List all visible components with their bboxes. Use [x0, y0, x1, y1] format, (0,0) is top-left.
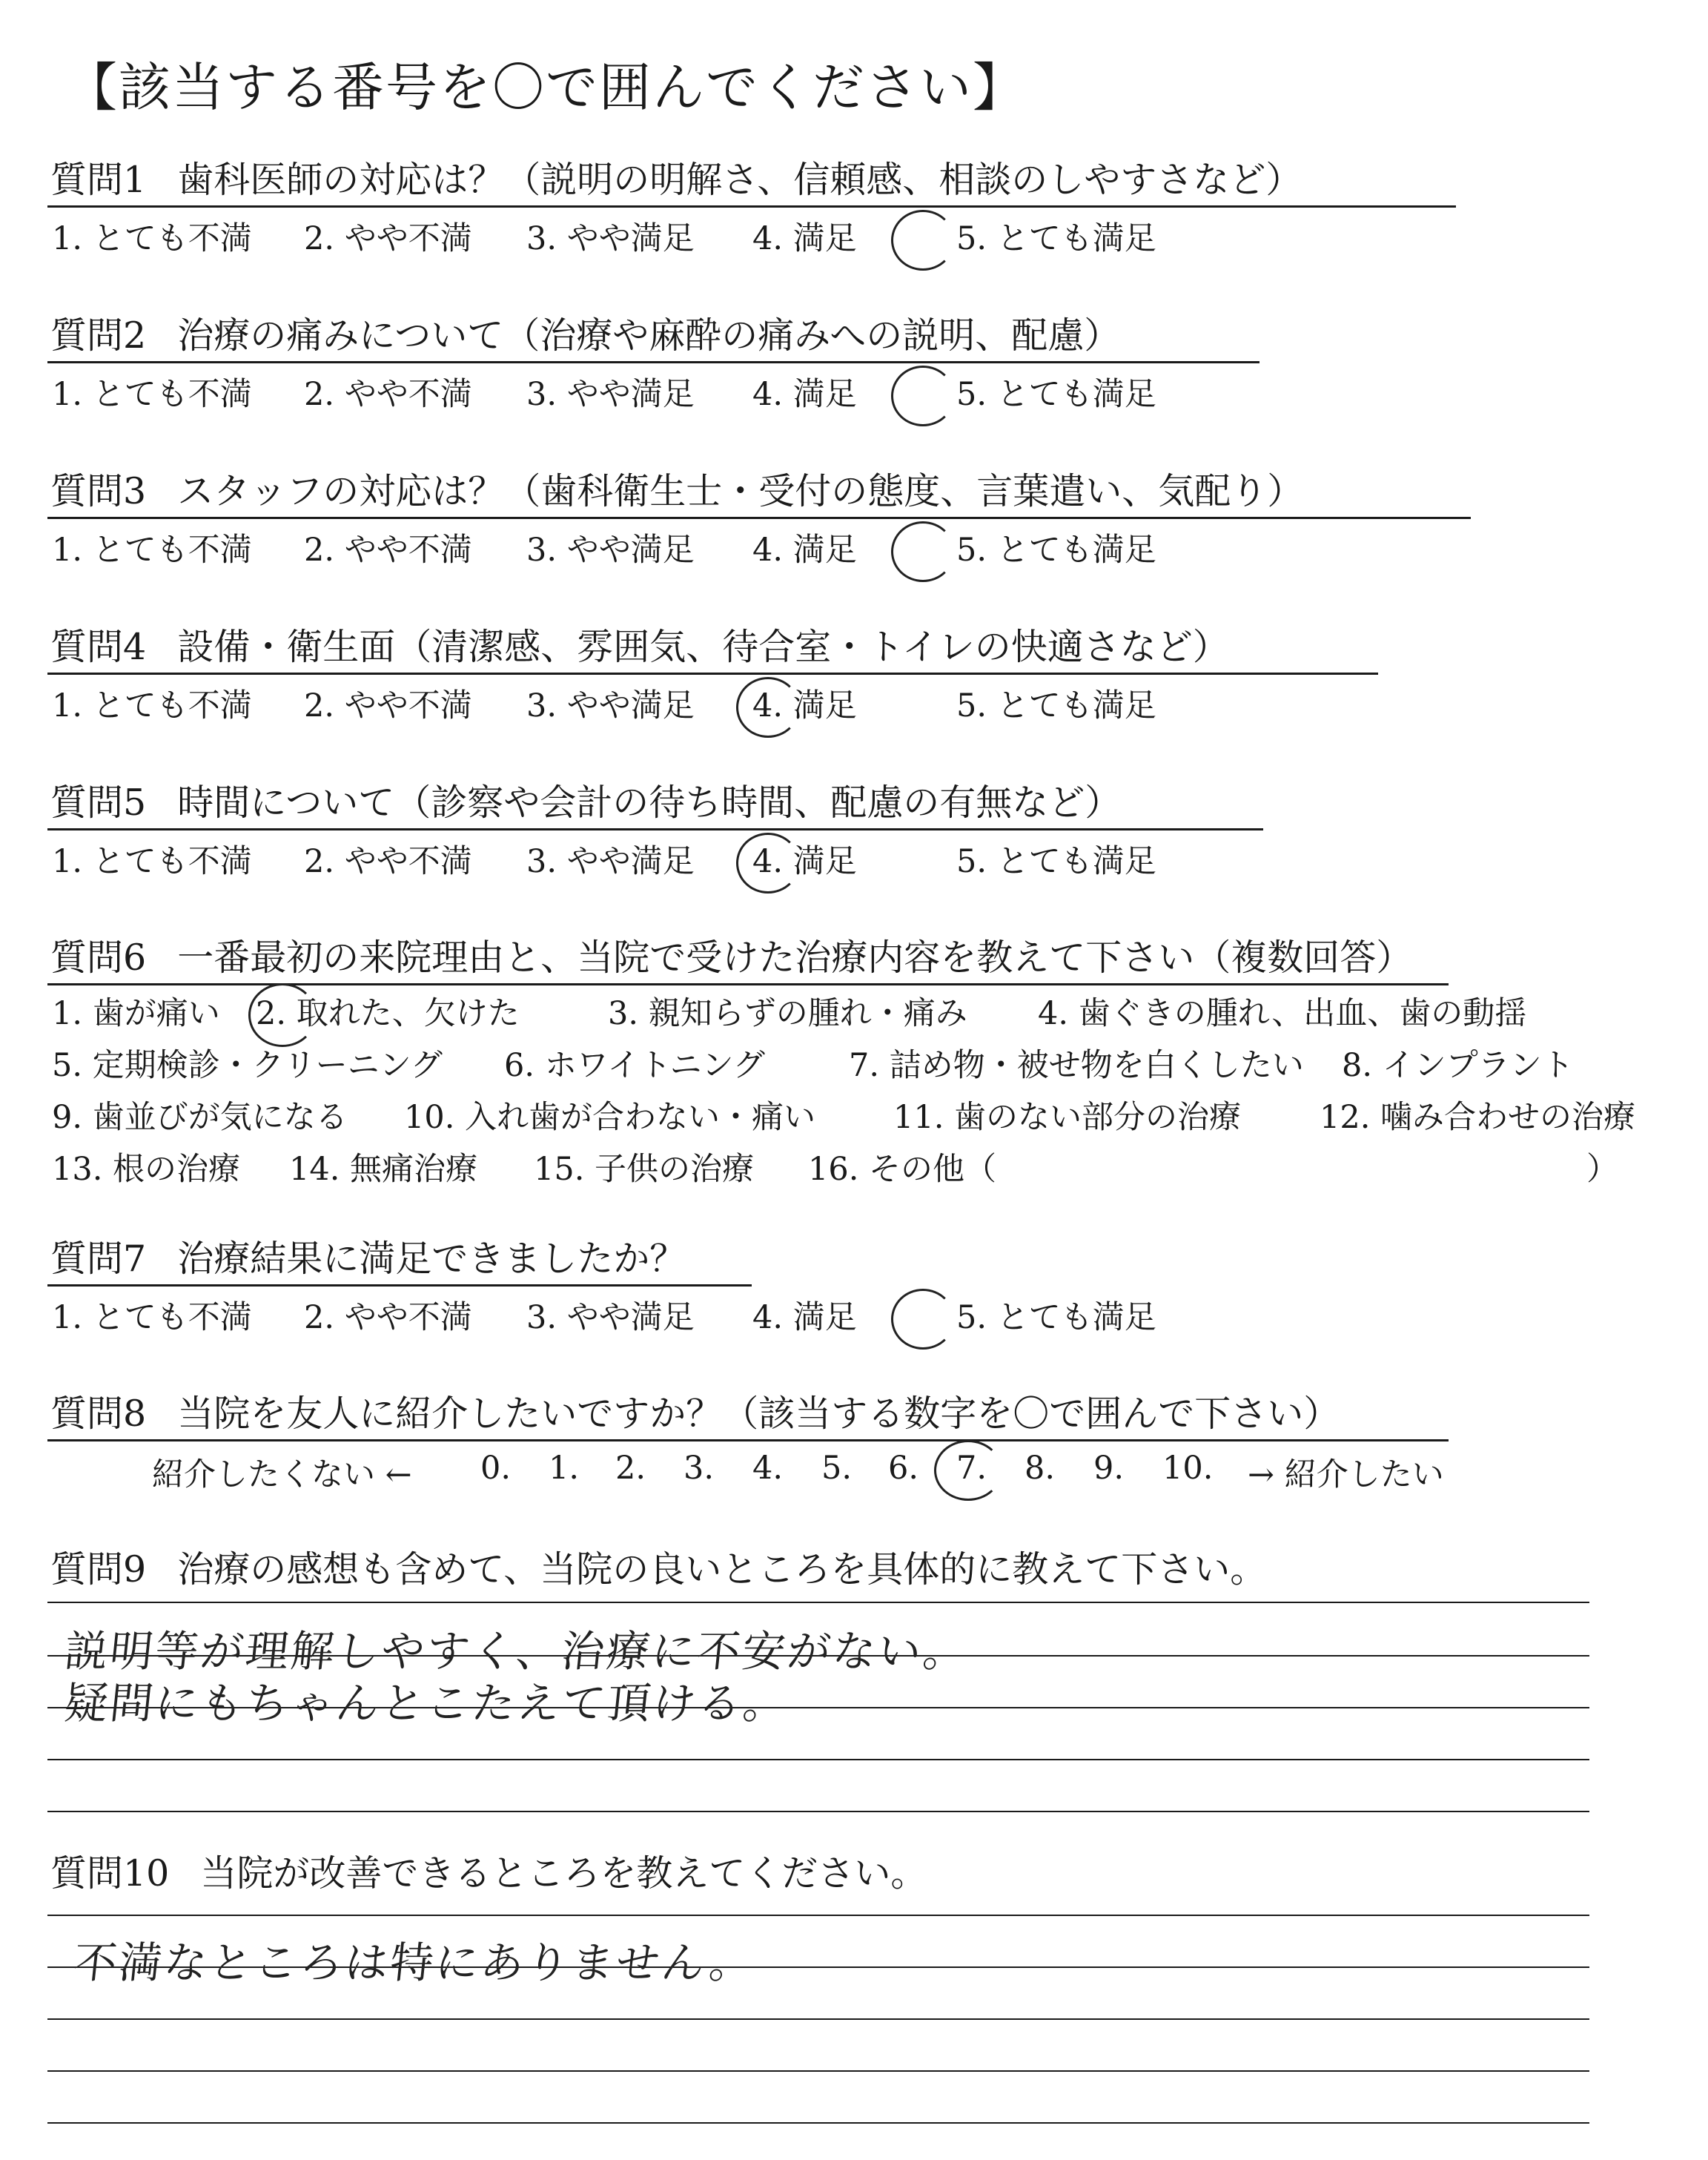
question-2-option-4[interactable]: 4. 満足 — [752, 376, 857, 413]
question-4-option-3[interactable]: 3. やや満足 — [526, 687, 695, 724]
question-4-title — [50, 625, 1229, 670]
answer-line — [47, 1915, 1589, 1916]
question-8-scale-2[interactable]: 2. — [615, 1450, 646, 1487]
question-7-option-4[interactable]: 4. 満足 — [752, 1299, 857, 1336]
question-8-scale-7[interactable]: 7. — [956, 1450, 987, 1487]
answer-line — [47, 1602, 1589, 1603]
question-2-option-1[interactable]: 1. とても不満 — [52, 376, 252, 413]
question-4-number: 質問4 — [50, 626, 147, 668]
answer-line — [47, 2018, 1589, 2020]
question-6-option[interactable]: ） — [1586, 1151, 1618, 1188]
question-8-underline — [47, 1439, 1449, 1441]
question-7-option-5[interactable]: 5. とても満足 — [956, 1299, 1156, 1336]
question-2-option-5[interactable]: 5. とても満足 — [956, 376, 1156, 413]
question-4-underline — [47, 673, 1378, 675]
question-7-selection-circle — [891, 1289, 955, 1350]
question-2-selection-circle — [891, 366, 955, 426]
question-1-selection-circle — [891, 210, 955, 271]
question-6-option[interactable]: 7. 詰め物・被せ物を白くしたい — [849, 1047, 1304, 1084]
question-9-title — [50, 1548, 1266, 1592]
question-6-option[interactable]: 11. 歯のない部分の治療 — [893, 1099, 1242, 1136]
question-6-option[interactable]: 16. その他（ — [808, 1151, 997, 1188]
question-1-option-4[interactable]: 4. 満足 — [752, 220, 857, 257]
question-5-text: 時間について（診察や会計の待ち時間、配慮の有無など） — [177, 782, 1122, 824]
question-8-selection-circle — [934, 1440, 1002, 1501]
question-5-title — [50, 781, 1121, 825]
question-8-left-label: 紹介したくない ← — [152, 1456, 412, 1493]
question-8-right-label: → 紹介したい — [1248, 1456, 1444, 1493]
question-6-option[interactable]: 13. 根の治療 — [52, 1151, 241, 1188]
question-5-option-2[interactable]: 2. やや不満 — [304, 843, 472, 880]
question-7-text: 治療結果に満足できましたか？ — [177, 1238, 686, 1280]
question-5-underline — [47, 828, 1263, 830]
question-1-number: 質問1 — [50, 159, 147, 201]
question-8-scale-6[interactable]: 6. — [888, 1450, 919, 1487]
question-7-option-3[interactable]: 3. やや満足 — [526, 1299, 695, 1336]
question-6-title — [50, 936, 1412, 980]
question-6-number: 質問6 — [50, 937, 147, 979]
question-10-title — [50, 1852, 927, 1896]
question-9-text: 治療の感想も含めて、当院の良いところを具体的に教えて下さい。 — [177, 1548, 1267, 1591]
question-1-option-5[interactable]: 5. とても満足 — [956, 220, 1156, 257]
question-3-option-1[interactable]: 1. とても不満 — [52, 532, 252, 569]
question-4-option-4[interactable]: 4. 満足 — [752, 687, 857, 724]
question-3-selection-circle — [891, 521, 955, 582]
question-1-option-1[interactable]: 1. とても不満 — [52, 220, 252, 257]
question-3-title — [50, 469, 1303, 514]
question-5-selection-circle — [736, 833, 800, 894]
question-6-option[interactable]: 8. インプラント — [1342, 1047, 1574, 1084]
question-6-option[interactable]: 4. 歯ぐきの腫れ、出血、歯の動揺 — [1038, 995, 1527, 1032]
question-3-text: スタッフの対応は？（歯科衛生士・受付の態度、言葉遣い、気配り） — [177, 470, 1304, 512]
question-10-handwritten-answer: 不満なところは特にありません。 — [70, 1938, 758, 1988]
question-1-option-3[interactable]: 3. やや満足 — [526, 220, 695, 257]
question-2-option-2[interactable]: 2. やや不満 — [304, 376, 472, 413]
question-6-option[interactable]: 10. 入れ歯が合わない・痛い — [404, 1099, 816, 1136]
question-4-text: 設備・衛生面（清潔感、雰囲気、待合室・トイレの快適さなど） — [177, 626, 1229, 668]
question-2-number: 質問2 — [50, 314, 147, 357]
question-6-option[interactable]: 5. 定期検診・クリーニング — [52, 1047, 443, 1084]
question-9-number: 質問9 — [50, 1548, 147, 1591]
question-8-scale-0[interactable]: 0. — [480, 1450, 512, 1487]
question-6-option[interactable]: 14. 無痛治療 — [289, 1151, 478, 1188]
question-3-option-3[interactable]: 3. やや満足 — [526, 532, 695, 569]
answer-line — [47, 2070, 1589, 2072]
question-8-scale-5[interactable]: 5. — [821, 1450, 853, 1487]
question-6-option[interactable]: 15. 子供の治療 — [534, 1151, 755, 1188]
answer-line — [47, 2122, 1589, 2124]
question-6-option[interactable]: 2. 取れた、欠けた — [256, 995, 520, 1032]
question-2-text: 治療の痛みについて（治療や麻酔の痛みへの説明、配慮） — [177, 314, 1121, 357]
answer-line — [47, 1759, 1589, 1760]
question-8-scale-10[interactable]: 10. — [1162, 1450, 1214, 1487]
question-1-option-2[interactable]: 2. やや不満 — [304, 220, 472, 257]
question-3-option-5[interactable]: 5. とても満足 — [956, 532, 1156, 569]
question-5-option-4[interactable]: 4. 満足 — [752, 843, 857, 880]
question-1-text: 歯科医師の対応は？（説明の明解さ、信頼感、相談のしやすさなど） — [177, 159, 1302, 201]
question-6-option[interactable]: 12. 噛み合わせの治療 — [1320, 1099, 1636, 1136]
question-6-selection-circle — [248, 983, 317, 1047]
question-8-text: 当院を友人に紹介したいですか？（該当する数字を〇で囲んで下さい） — [177, 1393, 1340, 1435]
question-6-underline — [47, 983, 1449, 985]
question-1-title — [50, 158, 1302, 202]
question-8-number: 質問8 — [50, 1393, 147, 1435]
question-9-handwritten-answer: 説明等が理解しやすく、治療に不安がない。 — [62, 1626, 971, 1677]
question-10-text: 当院が改善できるところを教えてください。 — [200, 1852, 927, 1895]
question-6-option[interactable]: 9. 歯並びが気になる — [52, 1099, 348, 1136]
question-3-option-4[interactable]: 4. 満足 — [752, 532, 857, 569]
question-1-underline — [47, 205, 1456, 208]
question-6-option[interactable]: 6. ホワイトニング — [504, 1047, 765, 1084]
question-6-option[interactable]: 1. 歯が痛い — [52, 995, 220, 1032]
question-6-text: 一番最初の来院理由と、当院で受けた治療内容を教えて下さい（複数回答） — [177, 937, 1413, 979]
question-5-option-1[interactable]: 1. とても不満 — [52, 843, 252, 880]
question-3-number: 質問3 — [50, 470, 147, 512]
question-7-option-1[interactable]: 1. とても不満 — [52, 1299, 252, 1336]
question-2-underline — [47, 361, 1260, 363]
question-8-title — [50, 1392, 1340, 1436]
question-10-number: 質問10 — [50, 1852, 170, 1895]
question-7-underline — [47, 1284, 752, 1287]
question-7-option-2[interactable]: 2. やや不満 — [304, 1299, 472, 1336]
question-3-option-2[interactable]: 2. やや不満 — [304, 532, 472, 569]
question-9-handwritten-answer: 疑問にもちゃんとこたえて頂ける。 — [62, 1678, 792, 1728]
question-4-option-2[interactable]: 2. やや不満 — [304, 687, 472, 724]
question-4-option-5[interactable]: 5. とても満足 — [956, 687, 1156, 724]
question-8-scale-8[interactable]: 8. — [1025, 1450, 1056, 1487]
question-3-underline — [47, 517, 1471, 519]
question-8-scale-4[interactable]: 4. — [752, 1450, 784, 1487]
question-8-scale-9[interactable]: 9. — [1093, 1450, 1125, 1487]
answer-line — [47, 1811, 1589, 1812]
question-6-option[interactable]: 3. 親知らずの腫れ・痛み — [608, 995, 967, 1032]
question-7-title — [50, 1237, 686, 1281]
question-5-option-5[interactable]: 5. とても満足 — [956, 843, 1156, 880]
question-8-scale-3[interactable]: 3. — [683, 1450, 715, 1487]
question-2-option-3[interactable]: 3. やや満足 — [526, 376, 695, 413]
question-5-number: 質問5 — [50, 782, 147, 824]
question-4-selection-circle — [736, 677, 800, 738]
question-7-number: 質問7 — [50, 1238, 147, 1280]
question-4-option-1[interactable]: 1. とても不満 — [52, 687, 252, 724]
question-5-option-3[interactable]: 3. やや満足 — [526, 843, 695, 880]
question-2-title — [50, 314, 1120, 358]
question-8-scale-1[interactable]: 1. — [549, 1450, 580, 1487]
page-title: 【該当する番号を〇で囲んでください】 — [65, 57, 1026, 118]
